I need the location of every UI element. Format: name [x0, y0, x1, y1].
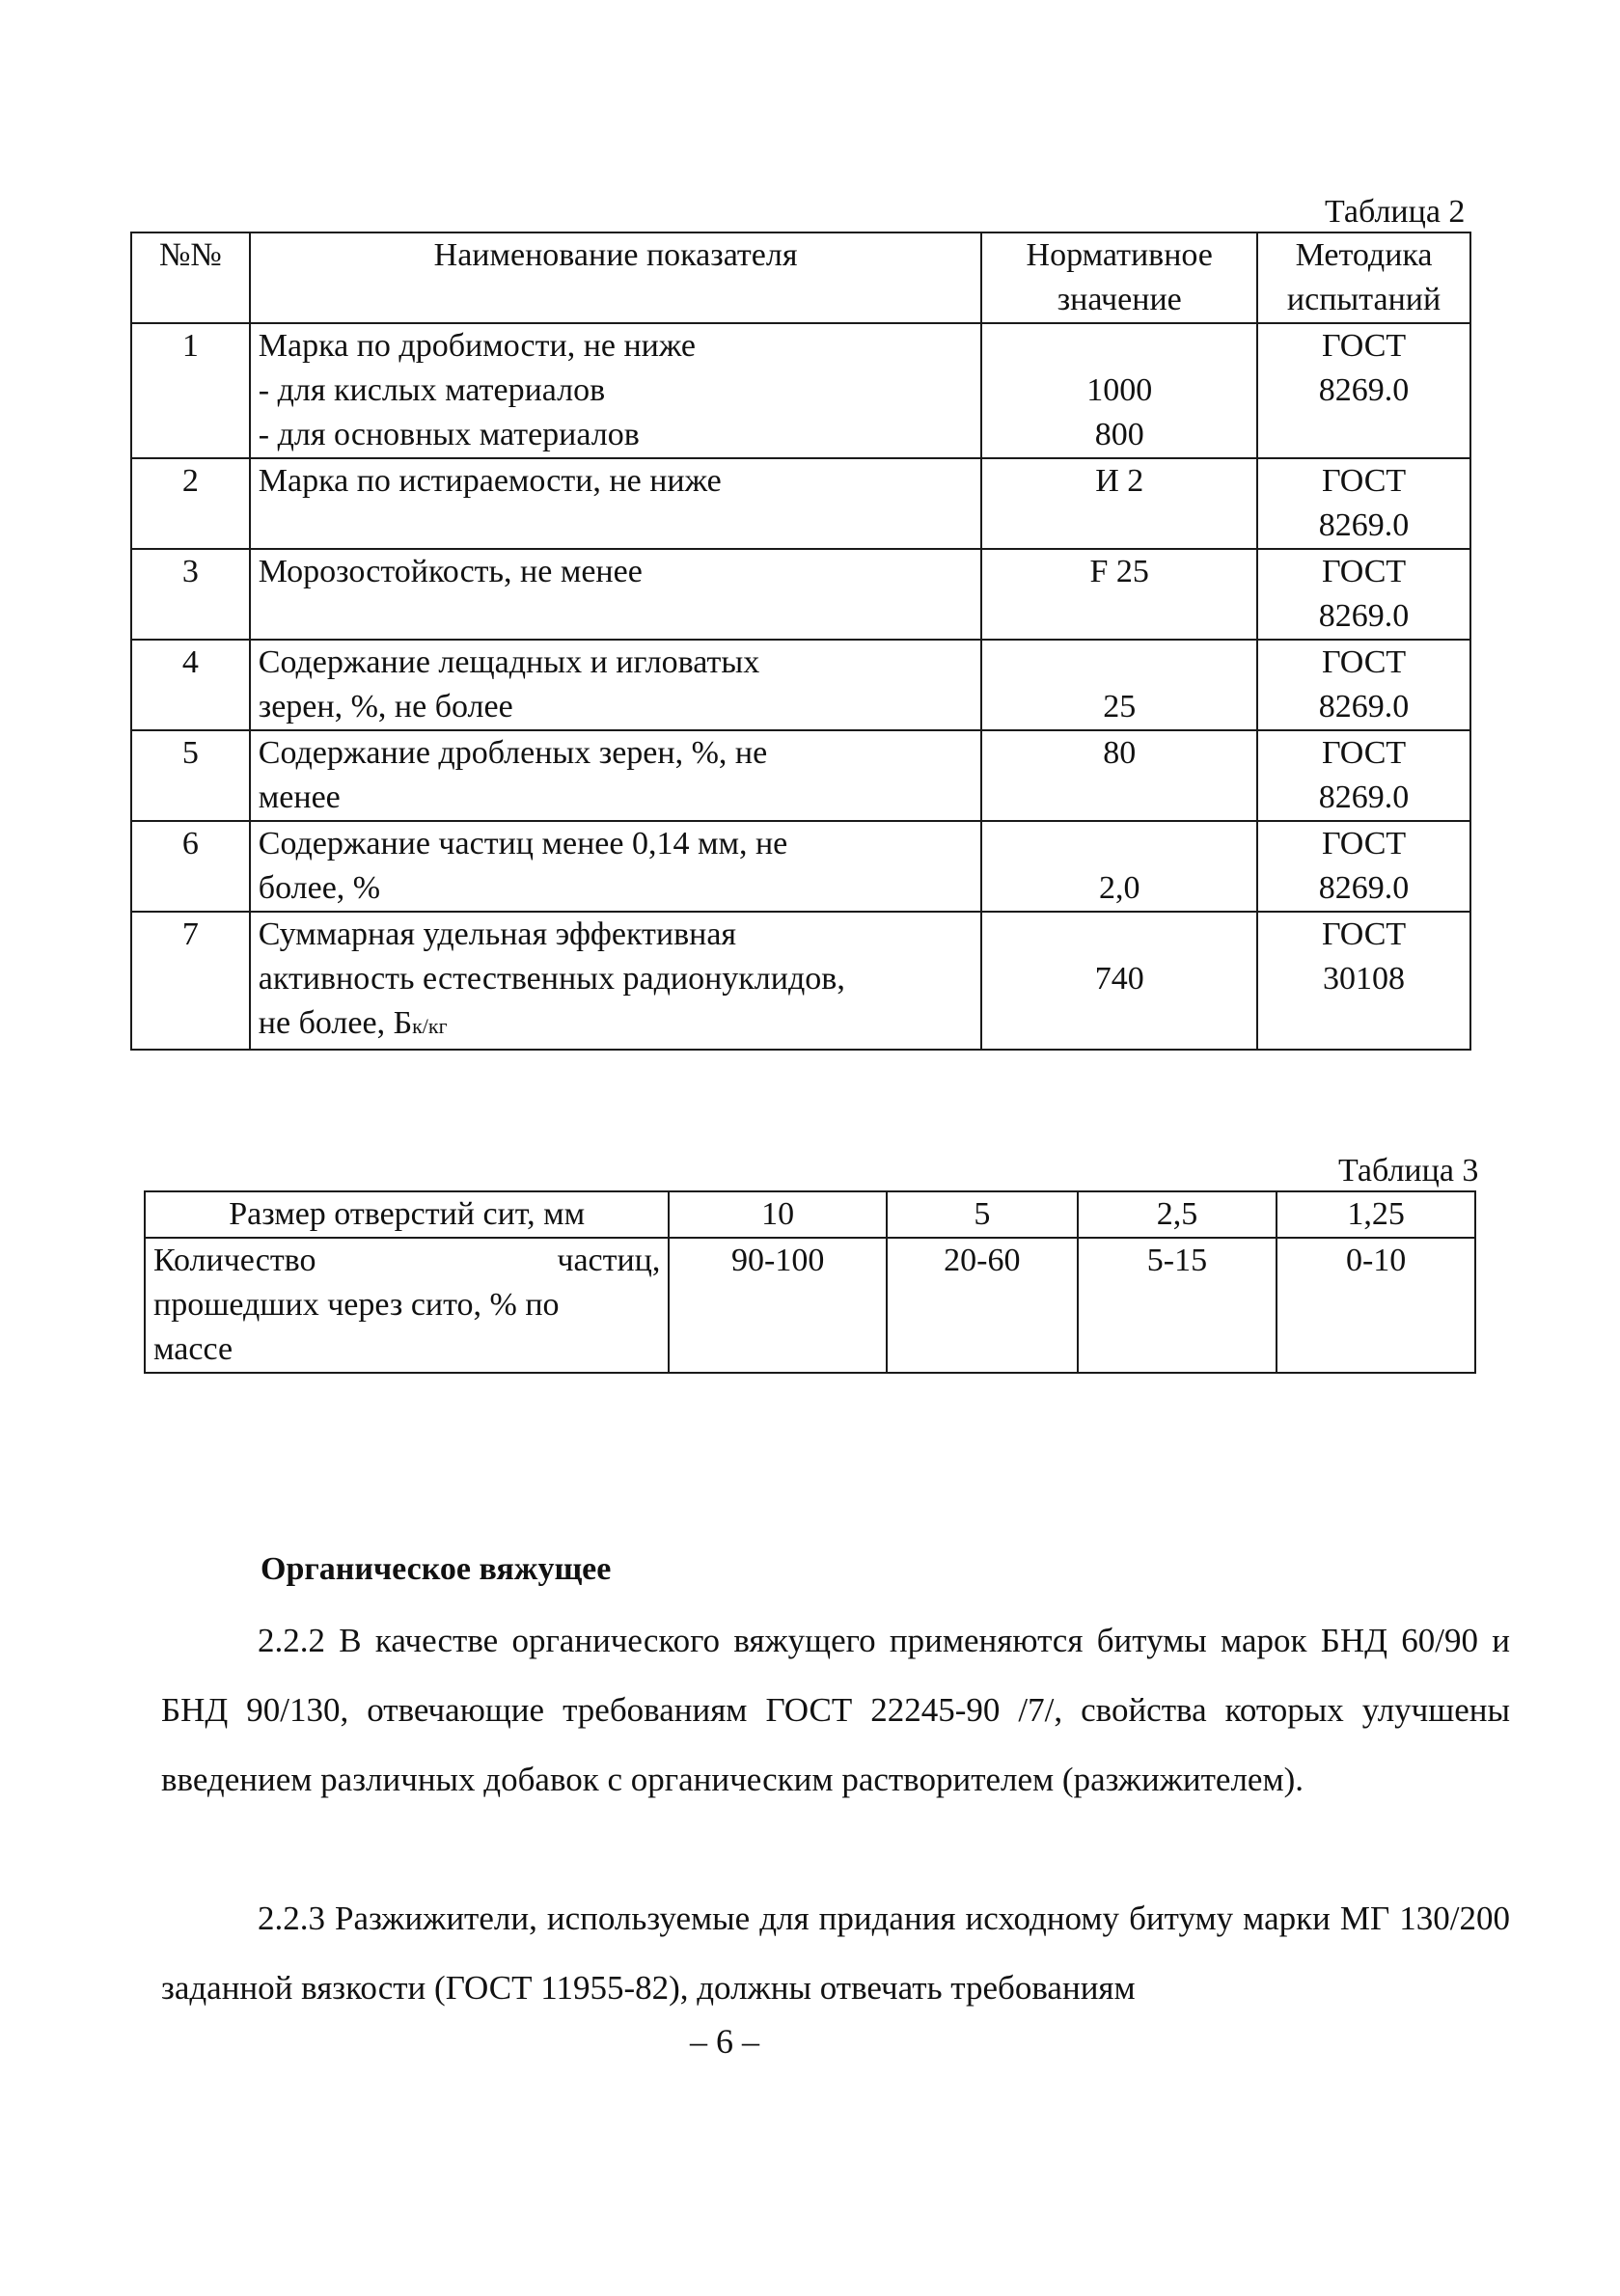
row-method: ГОСТ 8269.0	[1257, 549, 1470, 640]
row-method: ГОСТ 8269.0	[1257, 730, 1470, 821]
table-row	[131, 730, 1470, 821]
sieve-size: 5	[887, 1191, 1078, 1238]
table-row	[145, 1238, 1475, 1373]
row-num: 4	[131, 640, 250, 730]
row-norm: 25	[981, 640, 1257, 730]
table3-header-row	[145, 1191, 1475, 1238]
row-name: Содержание дробленых зерен, %, не менее	[250, 730, 982, 821]
row-norm: И 2	[981, 458, 1257, 549]
header-norm: Нормативное значение	[981, 232, 1257, 323]
paragraph: 2.2.2 В качестве органического вяжущего применяются битумы марок БНД 60/90 и БНД 90/130, отвечающие требованиям ГОСТ 22245-90 /7/, свойства которых улучшены введением различных добавок с органическим растворителем (разжижителем).	[161, 1622, 1510, 1798]
label-word: Количество	[153, 1243, 316, 1278]
passed-value: 0-10	[1277, 1238, 1475, 1373]
paragraph: 2.2.3 Разжижители, используемые для придания исходному битуму марки МГ 130/200 заданной вязкости (ГОСТ 11955-82), должны отвечать требованиям	[161, 1900, 1510, 2007]
table2	[130, 232, 1471, 1051]
sieve-size: 10	[669, 1191, 887, 1238]
row-name: Содержание лещадных и игловатых зерен, %, не более	[250, 640, 982, 730]
row-method: ГОСТ 8269.0	[1257, 323, 1470, 458]
row-name-unit: к/кг	[412, 1014, 448, 1038]
row-name: Суммарная удельная эффективная активность естественных радионуклидов, не более, Б	[258, 916, 845, 1041]
table-row	[131, 821, 1470, 912]
row-num: 1	[131, 323, 250, 458]
table-row	[131, 640, 1470, 730]
row-name: Морозостойкость, не менее	[250, 549, 982, 640]
row-name: Марка по истираемости, не ниже	[250, 458, 982, 549]
header-name: Наименование показателя	[250, 232, 982, 323]
row-method: ГОСТ 8269.0	[1257, 458, 1470, 549]
passed-value: 90-100	[669, 1238, 887, 1373]
table2-header-row	[131, 232, 1470, 323]
row-name: Содержание частиц менее 0,14 мм, не более, %	[250, 821, 982, 912]
row-norm: 2,0	[981, 821, 1257, 912]
sieve-size: 2,5	[1078, 1191, 1277, 1238]
passed-value: 20-60	[887, 1238, 1078, 1373]
header-num: №№	[131, 232, 250, 323]
sieve-size-label: Размер отверстий сит, мм	[145, 1191, 669, 1238]
section-heading: Органическое вяжущее	[261, 1551, 612, 1587]
row-method: ГОСТ 30108	[1257, 912, 1470, 1050]
row-norm: F 25	[981, 549, 1257, 640]
table-row	[131, 458, 1470, 549]
row-num: 7	[131, 912, 250, 1050]
sieve-size: 1,25	[1277, 1191, 1475, 1238]
row-num: 2	[131, 458, 250, 549]
table-row	[131, 912, 1470, 1050]
table3-caption: Таблица 3	[1338, 1153, 1479, 1189]
passed-value: 5-15	[1078, 1238, 1277, 1373]
row-norm: 1000 800	[981, 323, 1257, 458]
row-num: 3	[131, 549, 250, 640]
table3	[144, 1190, 1476, 1374]
label-rest: прошедших через сито, % по массе	[153, 1287, 560, 1367]
row-name: Марка по дробимости, не ниже - для кислых материалов - для основных материалов	[250, 323, 982, 458]
table2-caption: Таблица 2	[1325, 194, 1466, 230]
row-norm: 80	[981, 730, 1257, 821]
passed-particles-label	[145, 1238, 669, 1373]
label-word: частиц,	[557, 1243, 661, 1278]
header-method: Методика испытаний	[1257, 232, 1470, 323]
page-number: – 6 –	[690, 2022, 759, 2061]
label-first-line	[153, 1239, 660, 1283]
row-norm: 740	[981, 912, 1257, 1050]
row-method: ГОСТ 8269.0	[1257, 821, 1470, 912]
table-row	[131, 549, 1470, 640]
row-name-cell	[250, 912, 982, 1050]
row-method: ГОСТ 8269.0	[1257, 640, 1470, 730]
row-num: 5	[131, 730, 250, 821]
row-num: 6	[131, 821, 250, 912]
table-row	[131, 323, 1470, 458]
